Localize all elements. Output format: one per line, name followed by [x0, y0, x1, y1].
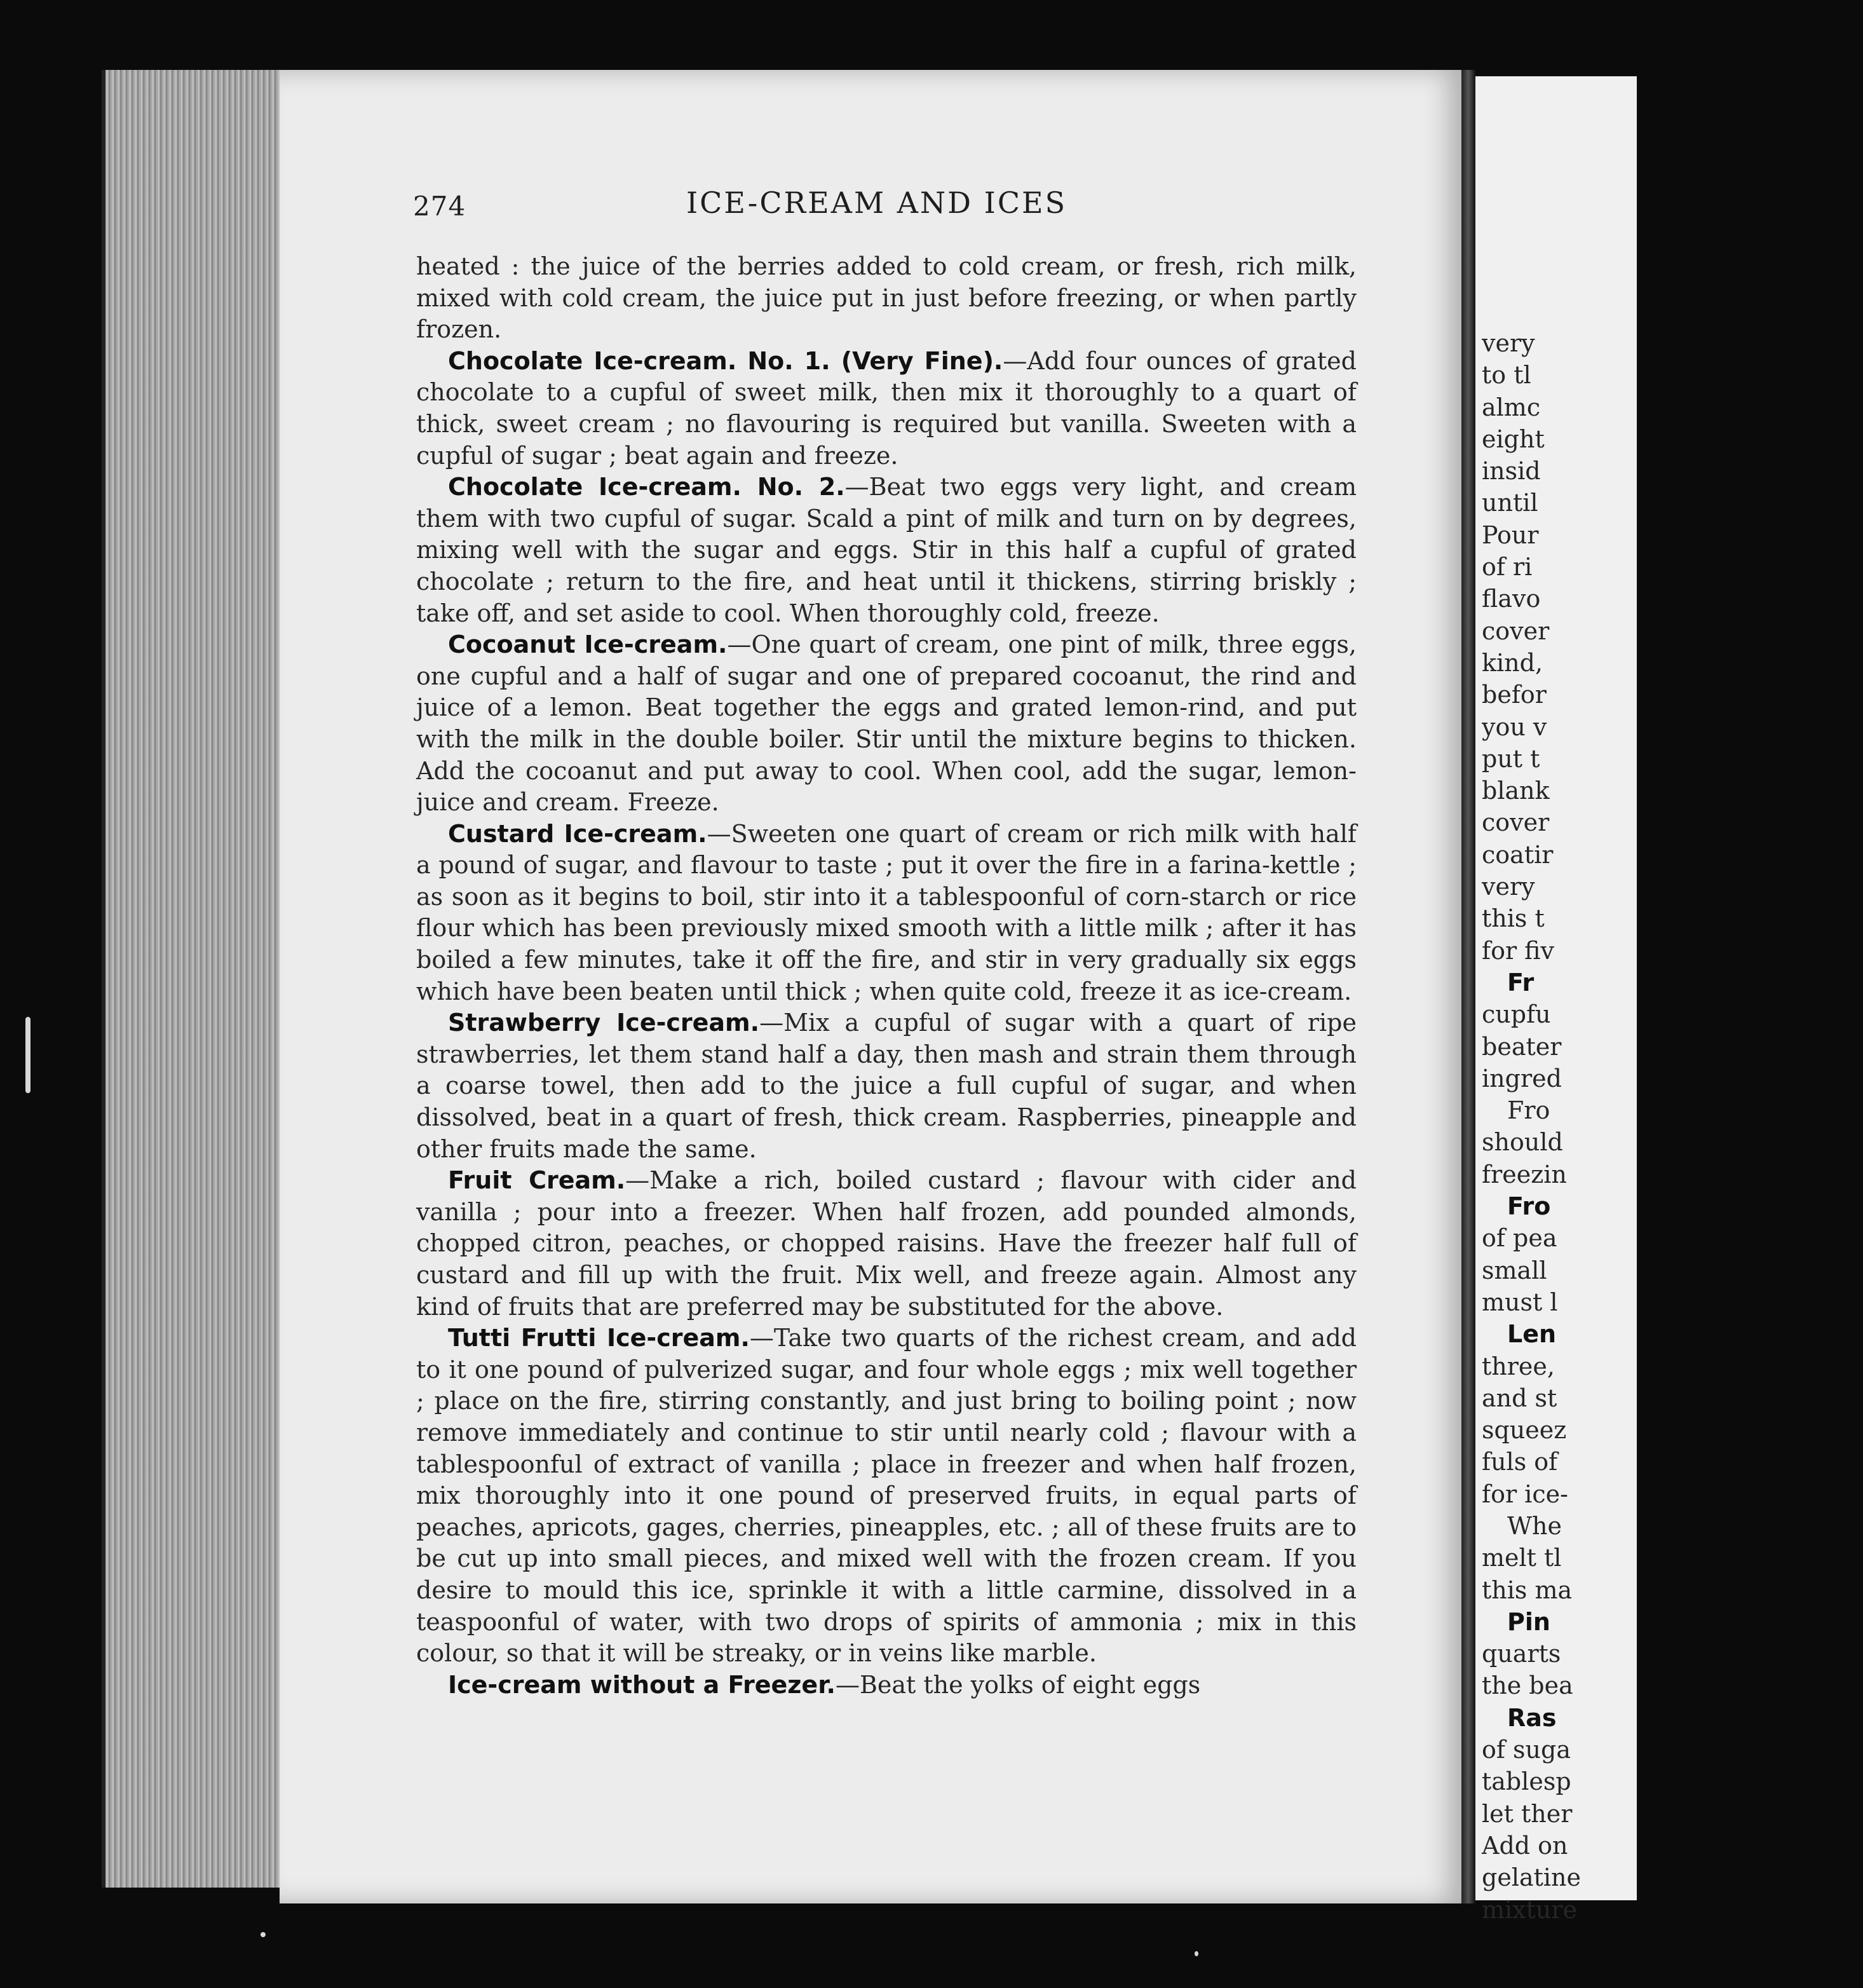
- right-page-line-fragment: befor: [1482, 681, 1547, 709]
- right-page-line-fragment: this ma: [1482, 1576, 1573, 1604]
- recipe-heading: Tutti Frutti Ice-cream.: [448, 1324, 750, 1352]
- right-page-line-fragment: beater: [1482, 1032, 1562, 1061]
- recipe-paragraph: [416, 819, 1357, 1008]
- book-page-edges: [102, 70, 296, 1888]
- recipe-paragraph: [416, 472, 1357, 629]
- right-page-line-fragment: ingred: [1482, 1064, 1562, 1093]
- recipe-heading: Fruit Cream.: [448, 1166, 626, 1195]
- right-page-line-fragment: must l: [1482, 1288, 1558, 1316]
- right-page-line-fragment: put t: [1482, 744, 1540, 773]
- book-gutter: [1461, 70, 1475, 1903]
- right-page-line-fragment: and st: [1482, 1384, 1557, 1412]
- recipe-paragraph: [416, 1323, 1357, 1670]
- right-page-line-fragment: mixture: [1482, 1895, 1578, 1924]
- dust-speck: [25, 1017, 30, 1093]
- right-page-line-fragment: the bea: [1482, 1671, 1573, 1700]
- right-page-line-fragment: let ther: [1482, 1799, 1573, 1828]
- recipe-paragraph: [416, 346, 1357, 472]
- right-page-line-fragment: until: [1482, 489, 1538, 517]
- right-page-line-fragment: for fiv: [1482, 936, 1554, 965]
- right-page-line-fragment: Whe: [1507, 1511, 1562, 1540]
- right-page-heading-fragment: Fr: [1507, 968, 1534, 997]
- right-page-line-fragment: of ri: [1482, 553, 1533, 582]
- right-page-heading-fragment: Pin: [1507, 1607, 1550, 1636]
- right-page-line-fragment: of suga: [1482, 1736, 1571, 1764]
- dust-speck: [1195, 1951, 1198, 1956]
- recipe-paragraph: [416, 1007, 1357, 1165]
- recipe-text: —Sweeten one quart of cream or rich milk with half a pound of sugar, and flavour to taste ; put it over the fire in a farina-kettle ; as soon as it begins to boil, stir into it a tablespoonful of corn-starch or rice flour which has been previously mixed smooth with a little milk ; after it has boiled a few minutes, take it off the fire, and stir in very gradually six eggs which have been beaten until thick ; when quite cold, freeze it as ice-cream.: [416, 819, 1357, 1005]
- right-page-line-fragment: to tl: [1482, 361, 1531, 390]
- right-page-line-fragment: melt tl: [1482, 1544, 1562, 1572]
- right-page-line-fragment: Pour: [1482, 521, 1539, 549]
- right-page-line-fragment: insid: [1482, 457, 1541, 486]
- right-page-line-fragment: tablesp: [1482, 1767, 1571, 1796]
- recipe-heading: Chocolate Ice-cream. No. 1. (Very Fine).: [448, 346, 1003, 375]
- page-number: 274: [413, 191, 466, 222]
- right-page-line-fragment: eight: [1482, 425, 1545, 453]
- right-page-line-fragment: quarts: [1482, 1640, 1561, 1668]
- right-page-text: [1482, 327, 1863, 1926]
- page-body: [416, 251, 1357, 1701]
- recipe-text: —Add four ounces of grated chocolate to a cupful of sweet milk, then mix it thoroughly to a quart of thick, sweet cream ; no flavouring is required but vanilla. Sweeten with a cupful of sugar ; beat again and freeze.: [416, 346, 1357, 470]
- right-page-heading-fragment: Len: [1507, 1320, 1557, 1349]
- right-page-line-fragment: very: [1482, 329, 1535, 357]
- recipe-text: —Beat two eggs very light, and cream them with two cupful of sugar. Scald a pint of milk and turn on by degrees, mixing well with the sugar and eggs. Stir in this half a cupful of grated chocolate ; return to the fire, and heat until it thickens, stirring briskly ; take off, and set aside to cool. When thoroughly cold, freeze.: [416, 473, 1357, 627]
- recipe-paragraph: [416, 629, 1357, 819]
- recipe-text: —Make a rich, boiled custard ; flavour with cider and vanilla ; pour into a freezer. When half frozen, add pounded almonds, chopped citron, peaches, or chopped raisins. Have the freezer half full of custard and fill up with the fruit. Mix well, and freeze again. Almost any kind of fruits that are preferred may be substituted for the above.: [416, 1166, 1357, 1321]
- right-page-line-fragment: cover: [1482, 808, 1550, 837]
- right-page-line-fragment: Add on: [1482, 1831, 1568, 1860]
- right-page-line-fragment: cover: [1482, 616, 1550, 645]
- right-page-line-fragment: three,: [1482, 1352, 1555, 1380]
- right-page-line-fragment: of pea: [1482, 1224, 1557, 1253]
- right-page-line-fragment: almc: [1482, 393, 1541, 421]
- right-page-line-fragment: freezin: [1482, 1160, 1567, 1188]
- recipe-heading: Strawberry Ice-cream.: [448, 1009, 760, 1037]
- right-page-line-fragment: fuls of: [1482, 1448, 1558, 1476]
- dust-speck: [261, 1932, 266, 1937]
- recipe-text: —Take two quarts of the richest cream, and add to it one pound of pulverized sugar, and four whole eggs ; mix well together ; place on the fire, stirring constantly, and just bring to boiling point ; now remove immediately and continue to stir until nearly cold ; flavour with a tablespoonful of extract of vanilla ; place in freezer and when half frozen, mix thoroughly into it one pound of preserved fruits, in equal parts of peaches, apricots, gages, cherries, pineapples, etc. ; all of these fruits are to be cut up into small pieces, and mixed well with the frozen cream. If you desire to mould this ice, sprinkle it with a little carmine, dissolved in a teaspoonful of water, with two drops of spirits of ammonia ; mix in this colour, so that it will be streaky, or in veins like marble.: [416, 1324, 1357, 1668]
- right-page-line-fragment: kind,: [1482, 648, 1543, 677]
- right-page-line-fragment: this t: [1482, 904, 1545, 933]
- right-page-line-fragment: very: [1482, 873, 1535, 901]
- right-page-line-fragment: squeez: [1482, 1416, 1567, 1445]
- recipe-text: —One quart of cream, one pint of milk, three eggs, one cupful and a half of sugar and one of prepared cocoanut, the rind and juice of a lemon. Beat together the eggs and grated lemon-rind, and put with the milk in the double boiler. Stir until the mixture begins to thicken. Add the cocoanut and put away to cool. When cool, add the sugar, lemon-juice and cream. Freeze.: [416, 630, 1357, 817]
- right-page-line-fragment: small: [1482, 1256, 1547, 1284]
- recipe-text: —Beat the yolks of eight eggs: [835, 1670, 1201, 1699]
- right-page-line-fragment: for ice-: [1482, 1480, 1568, 1508]
- recipe-text: heated : the juice of the berries added to cold cream, or fresh, rich milk, mixed with cold cream, the juice put in just before freezing, or when partly frozen.: [416, 252, 1357, 344]
- recipe-paragraph: [416, 1165, 1357, 1323]
- recipe-heading: Ice-cream without a Freezer.: [448, 1670, 836, 1699]
- recipe-heading: Cocoanut Ice-cream.: [448, 630, 728, 659]
- right-page-line-fragment: you v: [1482, 712, 1547, 741]
- right-page-line-fragment: flavo: [1482, 585, 1541, 613]
- running-head: ICE-CREAM AND ICES: [686, 186, 1067, 220]
- right-page-line-fragment: gelatine: [1482, 1863, 1582, 1892]
- right-page-line-fragment: coatir: [1482, 840, 1554, 869]
- recipe-heading: Chocolate Ice-cream. No. 2.: [448, 473, 845, 501]
- right-page-line-fragment: cupfu: [1482, 1000, 1551, 1029]
- right-page-line-fragment: blank: [1482, 777, 1550, 805]
- recipe-text: —Mix a cupful of sugar with a quart of ripe strawberries, let them stand half a day, then mash and strain them through a coarse towel, then add to the juice a full cupful of sugar, and when dissolved, beat in a quart of fresh, thick cream. Raspberries, pineapple and other fruits made the same.: [416, 1009, 1357, 1163]
- right-page-heading-fragment: Fro: [1507, 1192, 1551, 1221]
- recipe-paragraph: [416, 251, 1357, 346]
- right-page-line-fragment: should: [1482, 1128, 1563, 1157]
- right-page-heading-fragment: Ras: [1507, 1703, 1557, 1732]
- recipe-heading: Custard Ice-cream.: [448, 819, 707, 848]
- right-page-line-fragment: Fro: [1507, 1096, 1550, 1125]
- recipe-paragraph: [416, 1670, 1357, 1701]
- right-page: [1475, 76, 1637, 1924]
